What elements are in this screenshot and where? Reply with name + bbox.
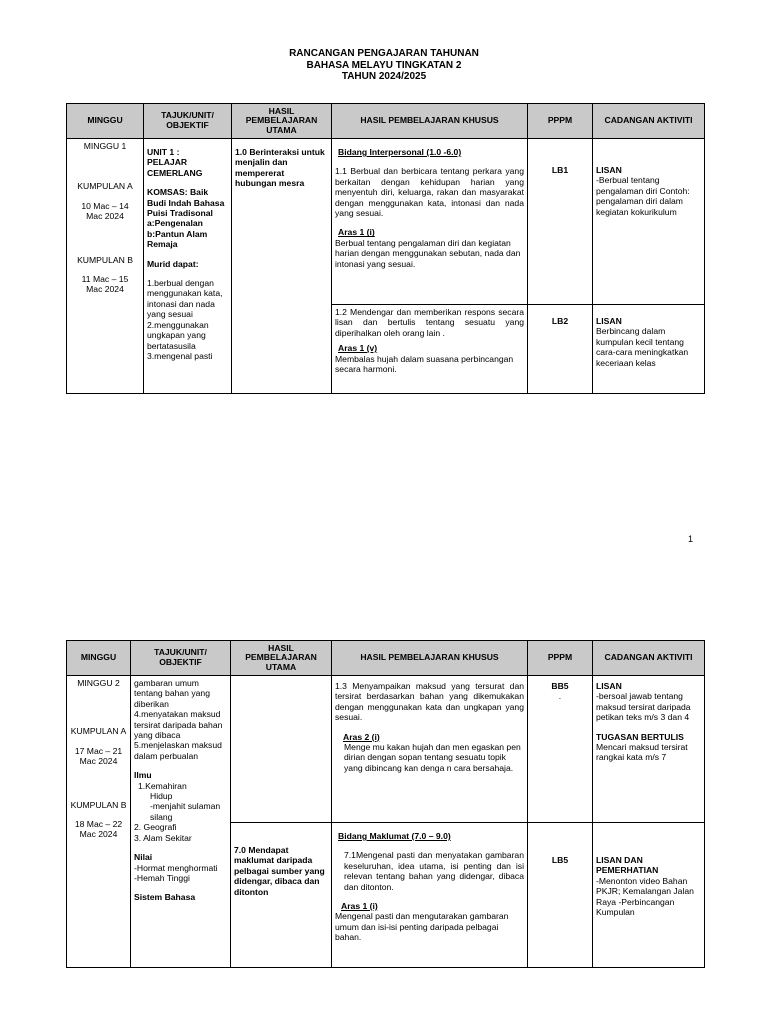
table-header-row	[67, 104, 705, 139]
ilmu-item-1: 1.Kemahiran	[138, 780, 187, 791]
hasil-utama-cell-empty	[231, 676, 332, 823]
pppm-cell	[528, 139, 593, 305]
aras-label: Aras 1 (v)	[338, 343, 378, 354]
header-tajuk: TAJUK/UNIT/ OBJEKTIF	[144, 104, 232, 139]
header-hasil-khusus: HASIL PEMBELAJARAN KHUSUS	[332, 641, 528, 676]
pppm-code: BB5	[551, 681, 569, 691]
hasil-utama-text: 1.0 Berinteraksi untuk menjalin dan mempererat hubungan mesra	[235, 147, 325, 189]
header-pppm: PPPM	[528, 641, 593, 676]
puisi-text: Puisi Tradisonal a:Pengenalan b:Pantun Alam Remaja	[147, 208, 213, 250]
aktiviti-text: -Menonton video Bahan PKJR; Kemalangan Jalan Raya -Perbincangan Kumpulan	[596, 875, 694, 918]
pppm-cell	[528, 676, 593, 823]
ilmu-item-1b: Hidup	[150, 791, 173, 802]
aktiviti-cell	[593, 676, 705, 823]
header-minggu: MINGGU	[67, 641, 131, 676]
kumpulan-a-label: KUMPULAN A	[77, 181, 133, 192]
ilmu-item-1c: -menjahit sulaman silang	[150, 801, 221, 822]
header-hasil-utama: HASIL PEMBELAJARAN UTAMA	[232, 104, 332, 139]
doc-title-line2: BAHASA MELAYU TINGKATAN 2	[306, 60, 462, 71]
pppm-code: LB2	[551, 316, 569, 326]
kumpulan-b-label: KUMPULAN B	[70, 799, 127, 810]
aktiviti-cell	[593, 139, 705, 305]
aras-text: Berbual tentang pengalaman diri dan kegiatan harian dengan menggunakan sebutan, nada dan intonasi yang sesuai.	[335, 237, 521, 269]
table-row	[67, 139, 705, 305]
pppm-cell	[528, 823, 593, 968]
hasil-khusus-cell	[332, 305, 528, 394]
unit-label: UNIT 1 :	[147, 147, 180, 157]
header-aktiviti: CADANGAN AKTIVITI	[593, 104, 705, 139]
date-b-start: 18 Mac – 22	[74, 819, 123, 830]
plan-table-page2	[66, 640, 705, 968]
nilai-item-2: -Hemah Tinggi	[134, 872, 190, 883]
khusus-text: 1.2 Mendengar dan memberikan respons secara lisan dan bertulis tentang sesuatu yang diperihalkan oleh orang lain .	[335, 307, 524, 338]
header-minggu: MINGGU	[67, 104, 144, 139]
aktiviti-text-2: Mencari maksud tersirat rangkai kata m/s 7	[596, 742, 688, 763]
unit-name-1: PELAJAR	[147, 157, 188, 168]
aras-label: Aras 1 (i)	[338, 227, 375, 238]
pppm-cell	[528, 305, 593, 394]
ilmu-item-3: 3. Alam Sekitar	[134, 832, 192, 843]
doc-title-line1: RANCANGAN PENGAJARAN TAHUNAN	[289, 48, 479, 59]
unit-name-2: CEMERLANG	[147, 167, 203, 178]
bidang-label: Bidang Interpersonal (1.0 -6.0)	[338, 147, 462, 157]
minggu-cell	[67, 139, 144, 394]
aktiviti-text: Berbincang dalam kumpulan kecil tentang cara-cara meningkatkan keceriaan kelas	[596, 326, 689, 368]
table-row	[67, 676, 705, 823]
nilai-item-1: -Hormat menghormati	[134, 862, 218, 873]
khusus-text: 7.1Mengenal pasti dan menyatakan gambaran keseluruhan, idea utama, isi penting dan isi relevan tentang bahan yang didengar, dibaca dan ditonton.	[344, 850, 524, 892]
hasil-khusus-cell	[332, 676, 528, 823]
aktiviti-title-2: TUGASAN BERTULIS	[596, 731, 684, 742]
pppm-sub: .	[558, 691, 562, 702]
week-label: MINGGU 2	[77, 678, 120, 688]
aras-text: Membalas hujah dalam suasana perbincangan secara harmoni.	[335, 353, 514, 375]
week-label: MINGGU 1	[83, 141, 127, 151]
minggu-cell	[67, 676, 131, 968]
date-a-end: Mac 2024	[86, 211, 124, 222]
header-pppm: PPPM	[528, 104, 593, 139]
date-b-start: 11 Mac – 15	[81, 274, 129, 285]
tajuk-cell	[131, 676, 231, 968]
date-a-start: 10 Mac – 14	[81, 200, 129, 211]
tajuk-continued: gambaran umum tentang bahan yang diberikan	[134, 678, 210, 709]
hasil-utama-text: 7.0 Mendapat maklumat daripada pelbagai sumber yang didengar, dibaca dan ditonton	[234, 845, 325, 897]
hasil-khusus-cell	[332, 823, 528, 968]
objective-1: 1.berbual dengan menggunakan kata, intonasi dan nada yang sesuai	[147, 278, 223, 320]
murid-label: Murid dapat:	[147, 258, 199, 269]
aktiviti-title: LISAN	[596, 165, 622, 175]
aras-label: Aras 2 (i)	[343, 731, 380, 742]
khusus-text: 1.1 Berbual dan berbicara tentang perkara yang berkaitan dengan kehidupan harian yang menyentuh diri, keluarga, rakan dan masyarakat dengan menggunakan kata, intonasi dan nada yang sesuai.	[335, 166, 524, 219]
ilmu-item-2: 2. Geografi	[134, 822, 177, 833]
hasil-utama-cell	[231, 823, 332, 968]
header-aktiviti: CADANGAN AKTIVITI	[593, 641, 705, 676]
date-b-end: Mac 2024	[79, 829, 118, 840]
plan-table-page1	[66, 103, 705, 394]
objective-2: 2.menggunakan ungkapan yang bertatasusila	[147, 319, 209, 351]
sistem-bahasa-label: Sistem Bahasa	[134, 892, 196, 903]
date-a-end: Mac 2024	[79, 756, 118, 767]
aras-text: Menge mu kakan hujah dan men egaskan pen dirian dengan sopan tentang sesuatu topik yang dibincang kan denga n cara bersahaja.	[344, 742, 521, 773]
nilai-label: Nilai	[134, 852, 153, 863]
aras-text: Mengenal pasti dan mengutarakan gambaran umum dan isi-isi penting daripada pelbagai bahan.	[335, 911, 509, 943]
doc-title-line3: TAHUN 2024/2025	[341, 71, 427, 82]
aktiviti-title: LISAN DAN PEMERHATIAN	[596, 855, 659, 876]
kumpulan-a-label: KUMPULAN A	[70, 726, 127, 737]
hasil-utama-cell	[232, 139, 332, 394]
aktiviti-cell	[593, 305, 705, 394]
pppm-code: LB1	[551, 165, 569, 175]
objective-4: 4.menyatakan maksud tersirat daripada bahan yang dibaca	[134, 709, 223, 741]
header-tajuk: TAJUK/UNIT/ OBJEKTIF	[131, 641, 231, 676]
kumpulan-b-label: KUMPULAN B	[77, 254, 133, 265]
aktiviti-cell	[593, 823, 705, 968]
khusus-text: 1.3 Menyampaikan maksud yang tersurat dan tersirat berdasarkan bahan yang dikemukakan dengan menggunakan kata dan ungkapan yang sesuai.	[335, 681, 524, 723]
aktiviti-text: -bersoal jawab tentang maksud tersirat daripada petikan teks m/s 3 dan 4	[596, 691, 691, 723]
objective-5: 5.menjelaskan maksud dalam perbualan	[134, 740, 222, 761]
date-b-end: Mac 2024	[86, 284, 124, 295]
aktiviti-text: -Berbual tentang pengalaman diri Contoh: pengalaman diri dalam kegiatan kokurikulum	[596, 175, 690, 217]
ilmu-label: Ilmu	[134, 770, 152, 781]
tajuk-cell	[144, 139, 232, 394]
objective-3: 3.mengenal pasti	[147, 350, 213, 361]
hasil-khusus-cell	[332, 139, 528, 305]
table-header-row	[67, 641, 705, 676]
date-a-start: 17 Mac – 21	[74, 745, 123, 756]
aktiviti-title: LISAN	[596, 316, 622, 326]
header-hasil-khusus: HASIL PEMBELAJARAN KHUSUS	[332, 104, 528, 139]
bidang-label: Bidang Maklumat (7.0 – 9.0)	[338, 831, 451, 841]
komsas-text: KOMSAS: Baik Budi Indah Bahasa	[147, 187, 225, 208]
page-number: 1	[688, 534, 694, 544]
header-hasil-utama: HASIL PEMBELAJARAN UTAMA	[231, 641, 332, 676]
aktiviti-title: LISAN	[596, 681, 622, 691]
aras-label: Aras 1 (i)	[341, 901, 378, 912]
pppm-code: LB5	[551, 855, 569, 865]
